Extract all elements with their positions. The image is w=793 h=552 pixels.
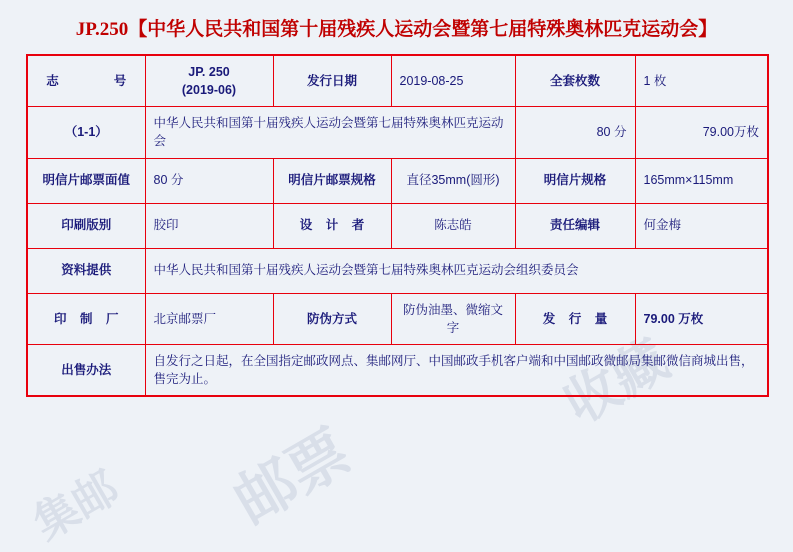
label-factory-text: 印 制 厂 [54,311,124,326]
table-row [27,248,768,293]
page-title: JP.250【中华人民共和国第十届残疾人运动会暨第七届特殊奥林匹克运动会】 [75,19,718,40]
stamp-info-table-wrap [26,54,767,397]
code-sub: (2019-06) [181,83,237,98]
label-anti-counterfeit: 防伪方式 [273,293,391,344]
label-card-stamp-face: 明信片邮票面值 [27,158,145,203]
watermark-text-3: 集邮 [25,461,128,550]
code-main: JP. 250 [188,65,230,79]
value-issue-date: 2019-08-25 [391,55,515,107]
table-row [27,55,768,107]
label-issue-quantity-text: 发 行 量 [542,311,613,326]
value-print-type: 胶印 [145,203,273,248]
value-card-stamp-face: 80 分 [145,158,273,203]
watermark-text-1: 邮票 [223,417,362,538]
label-source: 资料提供 [27,248,145,293]
label-factory [27,293,145,344]
label-card-stamp-spec: 明信片邮票规格 [273,158,391,203]
value-factory: 北京邮票厂 [145,293,273,344]
value-code [145,55,273,107]
label-issue-date: 发行日期 [273,55,391,107]
table-row [27,293,768,344]
value-sale-method: 自发行之日起，在全国指定邮政网点、集邮网厅、中国邮政手机客户端和中国邮政微邮局集邮微信商城出售，售完为止。 [145,344,768,396]
value-card-spec: 165mm×115mm [635,158,768,203]
label-print-type: 印刷版别 [27,203,145,248]
watermark-text-2: 收藏 [553,327,679,437]
value-designer: 陈志皓 [391,203,515,248]
table-row [27,107,768,158]
table-row [27,203,768,248]
value-issue-quantity: 79.00 万枚 [635,293,768,344]
value-stamp-name: 中华人民共和国第十届残疾人运动会暨第七届特殊奥林匹克运动会 [145,107,515,158]
label-editor: 责任编辑 [515,203,635,248]
label-issue-quantity [515,293,635,344]
label-designer [273,203,391,248]
label-code [27,55,145,107]
value-anti-counterfeit: 防伪油墨、微缩文字 [391,293,515,344]
value-stamp-quantity: 79.00万枚 [635,107,768,158]
value-source: 中华人民共和国第十届残疾人运动会暨第七届特殊奥林匹克运动会组织委员会 [145,248,768,293]
value-card-stamp-spec: 直径35mm(圆形) [391,158,515,203]
label-designer-text: 设 计 者 [299,218,370,233]
label-code-text: 志 号 [46,74,137,89]
value-editor: 何金梅 [635,203,768,248]
label-card-spec: 明信片规格 [515,158,635,203]
stamp-info-table [26,54,769,397]
table-row [27,158,768,203]
value-set-count: 1 枚 [635,55,768,107]
label-stamp-index: （1-1） [27,107,145,158]
label-sale-method: 出售办法 [27,344,145,396]
label-set-count: 全套枚数 [515,55,635,107]
value-stamp-face: 80 分 [515,107,635,158]
table-row [27,344,768,396]
